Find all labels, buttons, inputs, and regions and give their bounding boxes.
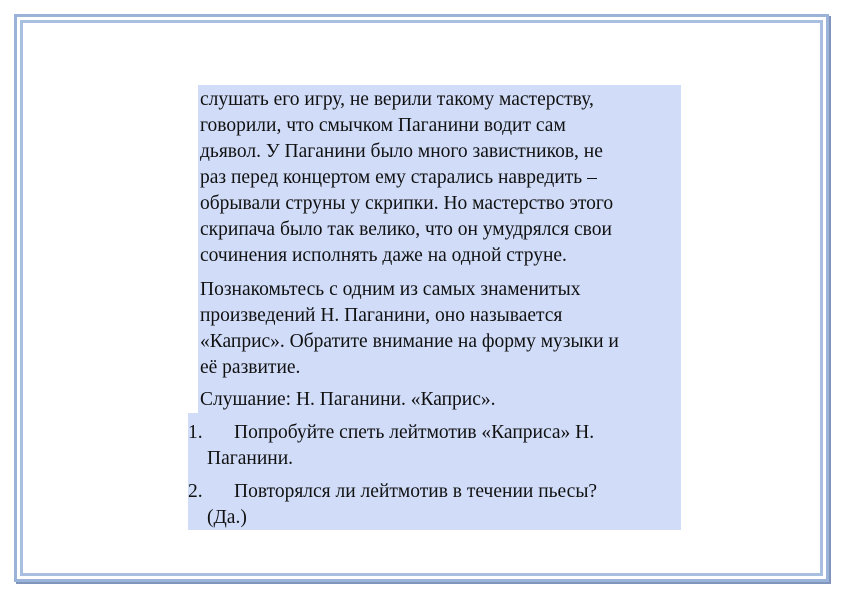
question-text: Попробуйте спеть лейтмотив «Каприса» Н. [234,422,595,443]
text-line: произведений Н. Паганини, оно называется [200,305,563,326]
paragraph-caprice-intro [200,277,680,381]
text-line: её развитие. [200,357,301,378]
text-line: Слушание: Н. Паганини. «Каприс». [200,389,496,410]
text-line: «Каприс». Обратите внимание на форму музыки и [200,331,619,352]
text-line: скрипача было так велико, что он умудрялся свои [200,219,612,240]
question-item [188,479,678,531]
question-number: 1. [188,422,203,443]
text-line: Познакомьтесь с одним из самых знаменитых [200,279,581,300]
question-number: 2. [188,481,203,502]
text-line: говорили, что смычком Паганини водит сам [200,115,566,136]
text-line: дьявол. У Паганини было много завистников, не [200,141,603,162]
text-line: сочинения исполнять даже на одной струне. [200,245,567,266]
question-item [188,420,678,472]
text-line: обрывали струны у скрипки. Но мастерство этого [200,193,614,214]
question-text-continued: Паганини. [207,448,294,469]
question-text: Повторялся ли лейтмотив в течении пьесы? [234,481,598,502]
text-line: слушать его игру, не верили такому мастерству, [200,89,594,110]
question-text-continued: (Да.) [207,507,247,528]
paragraph-paganini-story [200,87,680,269]
text-line: раз перед концертом ему старались навредить – [200,167,597,188]
listening-line [200,387,680,413]
